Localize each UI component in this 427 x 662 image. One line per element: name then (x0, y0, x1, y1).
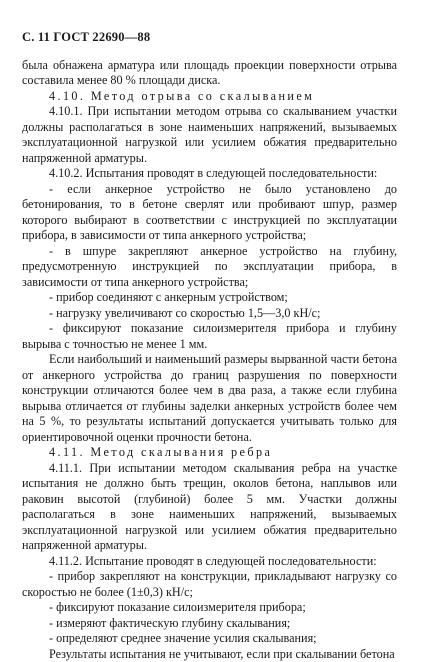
paragraph-note: Если наибольший и наименьший размеры вырванной части бетона от анкерного устройства до границ разрушения по поверхности конструкции отличаются более чем в два раза, а также если глубина вырыва отличается от глубины заделки анкерных устройств более чем на 5 %, то результаты испытаний допускается учитывать только для ориентировочной оценки прочности бетона. (22, 352, 397, 445)
list-item: - определяют среднее значение усилия скалывания; (22, 631, 397, 647)
list-item: - нагрузку увеличивают со скоростью 1,5—3,0 кН/с; (22, 306, 397, 322)
paragraph-4-11-2: 4.11.2. Испытание проводят в следующей последовательности: (22, 554, 397, 570)
section-heading-4-11: 4.11. Метод скалывания ребра (22, 445, 397, 461)
page-header: С. 11 ГОСТ 22690—88 (22, 30, 397, 46)
list-item: - фиксируют показание силоизмерителя прибора; (22, 600, 397, 616)
list-item: - измеряют фактическую глубину скалывания; (22, 616, 397, 632)
list-item: - если анкерное устройство не было установлено до бетонирования, то в бетоне сверлят или пробивают шпур, размер которого выбирают в соответствии с инструкцией по эксплуатации прибора, в зависимости от типа анкерного устройства; (22, 182, 397, 244)
list-item: - фиксируют показание силоизмерителя прибора и глубину вырыва с точностью не менее 1 мм. (22, 321, 397, 352)
list-item: - в шпуре закрепляют анкерное устройство на глубину, предусмотренную инструкцией по эксплуатации прибора, в зависимости от типа анкерного устройства; (22, 244, 397, 291)
paragraph-continuation: была обнажена арматура или площадь проекции поверхности отрыва составила менее 80 % площади диска. (22, 58, 397, 89)
list-item: - прибор закрепляют на конструкции, прикладывают нагрузку со скоростью не более (1±0,3) кН/с; (22, 569, 397, 600)
section-heading-4-10: 4.10. Метод отрыва со скалыванием (22, 89, 397, 105)
paragraph-4-11-1: 4.11.1. При испытании методом скалывания ребра на участке испытания не должно быть трещин, околов бетона, наплывов или раковин высотой (глубиной) более 5 мм. Участки должны располагаться в зоне наименьших напряжений, вызываемых эксплуатационной нагрузкой или усилием обжатия предварительно напряженной арматуры. (22, 461, 397, 554)
paragraph-4-10-2: 4.10.2. Испытания проводят в следующей последовательности: (22, 166, 397, 182)
paragraph-results: Результаты испытания не учитывают, если при скалывании бетона (22, 647, 397, 662)
list-item: - прибор соединяют с анкерным устройством; (22, 290, 397, 306)
paragraph-4-10-1: 4.10.1. При испытании методом отрыва со скалыванием участки должны располагаться в зоне наименьших напряжений, вызываемых эксплуатационной нагрузкой или усилием обжатия предварительно напряженной арматуры. (22, 104, 397, 166)
